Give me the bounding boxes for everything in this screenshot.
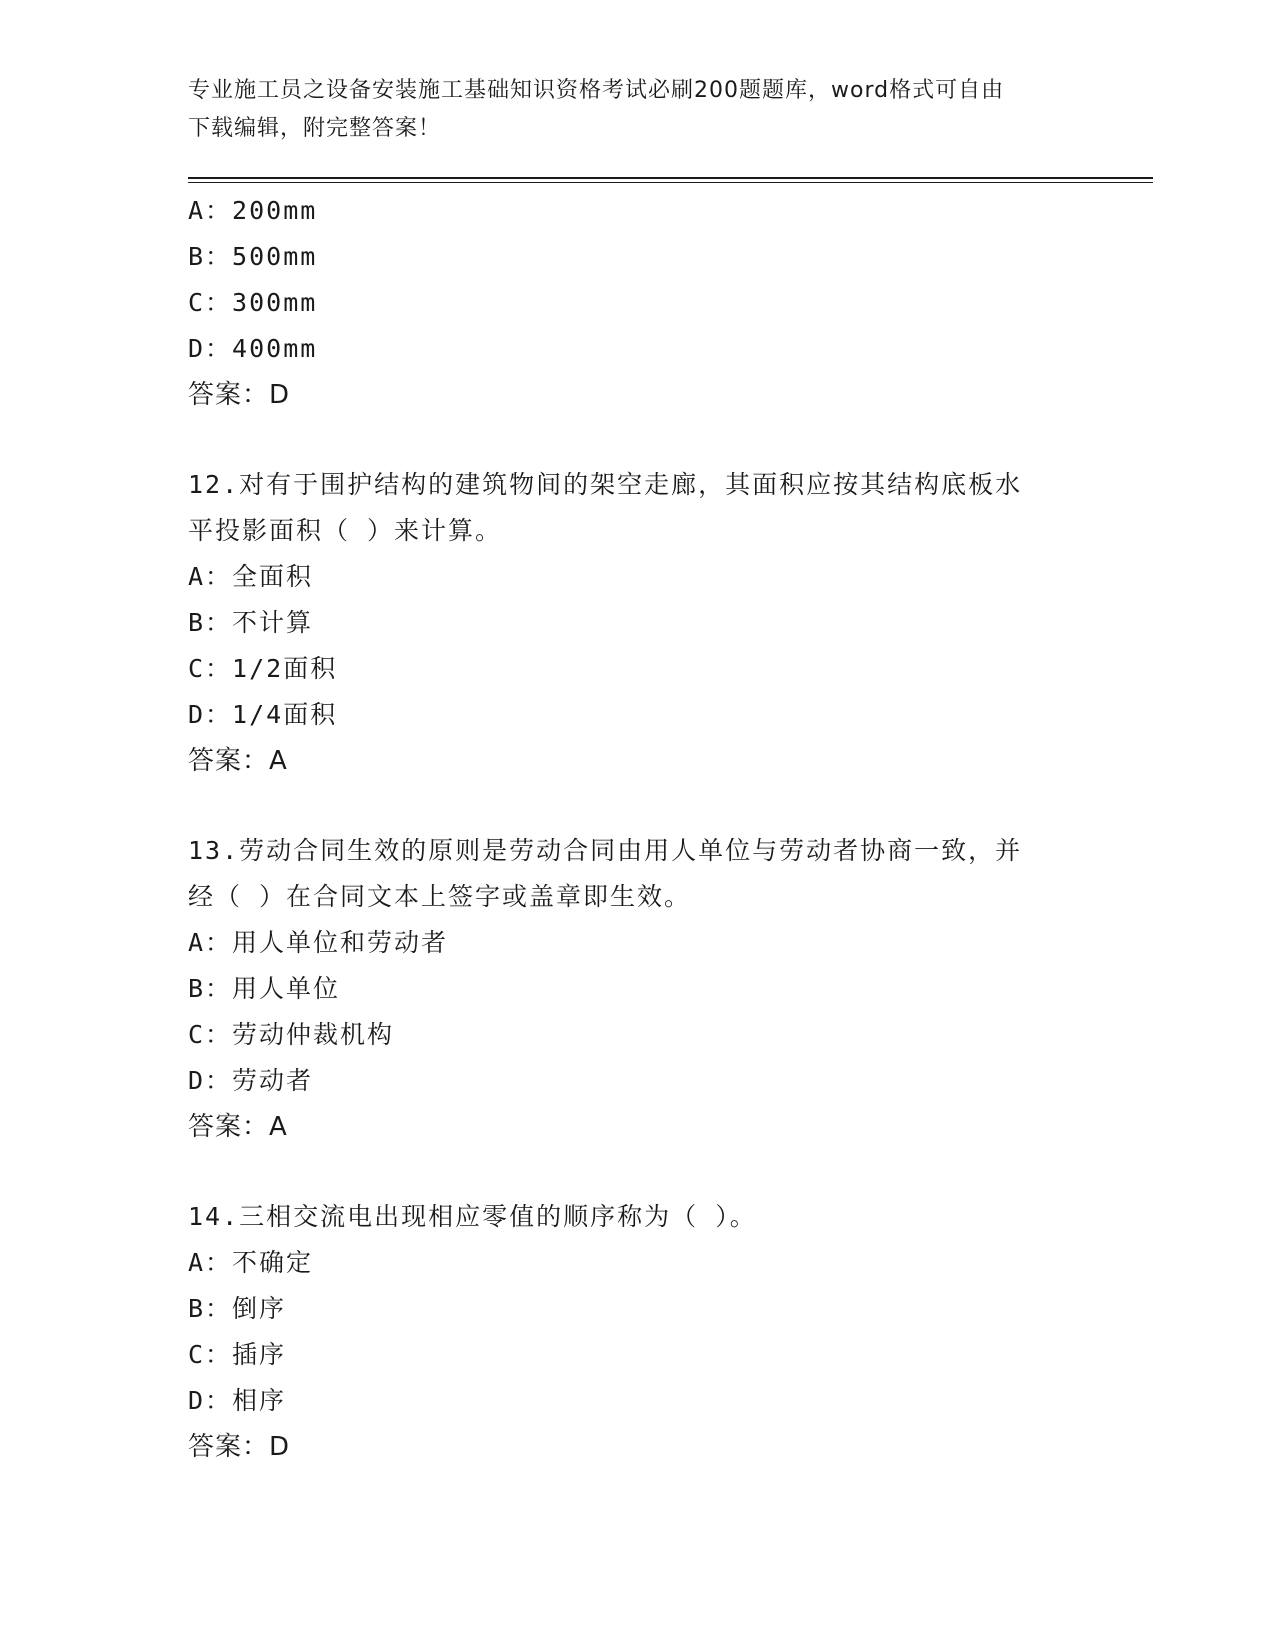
header-divider-thin <box>188 182 1153 183</box>
option-b: B：500mm <box>188 242 318 271</box>
option-a: A：不确定 <box>188 1248 314 1277</box>
option-c: C：300mm <box>188 288 318 317</box>
question-list <box>188 188 1088 1470</box>
option-d: D：相序 <box>188 1386 287 1415</box>
option-b: B：不计算 <box>188 608 314 637</box>
option-b: B：用人单位 <box>188 974 341 1003</box>
option-d: D：400mm <box>188 334 318 363</box>
option-a: A：用人单位和劳动者 <box>188 928 449 957</box>
option-c: C：劳动仲裁机构 <box>188 1020 395 1049</box>
option-b: B：倒序 <box>188 1294 287 1323</box>
question-text-line-1: 12.对有于围护结构的建筑物间的架空走廊，其面积应按其结构底板水 <box>188 470 1023 499</box>
answer-label: 答案：A <box>188 1112 288 1142</box>
question-text-line-1: 14.三相交流电出现相应零值的顺序称为（ ）。 <box>188 1202 757 1231</box>
option-a: A：200mm <box>188 196 318 225</box>
question-11 <box>188 188 1088 418</box>
header-divider-thick <box>188 177 1153 179</box>
option-d: D：1/4面积 <box>188 700 338 729</box>
question-13 <box>188 828 1088 1150</box>
question-14 <box>188 1194 1088 1470</box>
question-text-line-2: 经（ ）在合同文本上签字或盖章即生效。 <box>188 882 692 911</box>
spacer <box>188 784 1088 828</box>
answer-label: 答案：D <box>188 1432 291 1462</box>
spacer <box>188 1150 1088 1194</box>
header-title-line-1: 专业施工员之设备安装施工基础知识资格考试必刷200题题库，word格式可自由 <box>188 78 1005 103</box>
option-c: C：插序 <box>188 1340 287 1369</box>
spacer <box>188 418 1088 462</box>
answer-label: 答案：A <box>188 746 288 776</box>
option-d: D：劳动者 <box>188 1066 314 1095</box>
question-12 <box>188 462 1088 784</box>
question-text-line-1: 13.劳动合同生效的原则是劳动合同由用人单位与劳动者协商一致，并 <box>188 836 1023 865</box>
question-text-line-2: 平投影面积（ ）来计算。 <box>188 516 503 545</box>
option-c: C：1/2面积 <box>188 654 338 683</box>
document-header <box>188 72 1068 148</box>
header-title-line-2: 下载编辑，附完整答案！ <box>188 116 442 141</box>
option-a: A：全面积 <box>188 562 314 591</box>
answer-label: 答案：D <box>188 380 291 410</box>
